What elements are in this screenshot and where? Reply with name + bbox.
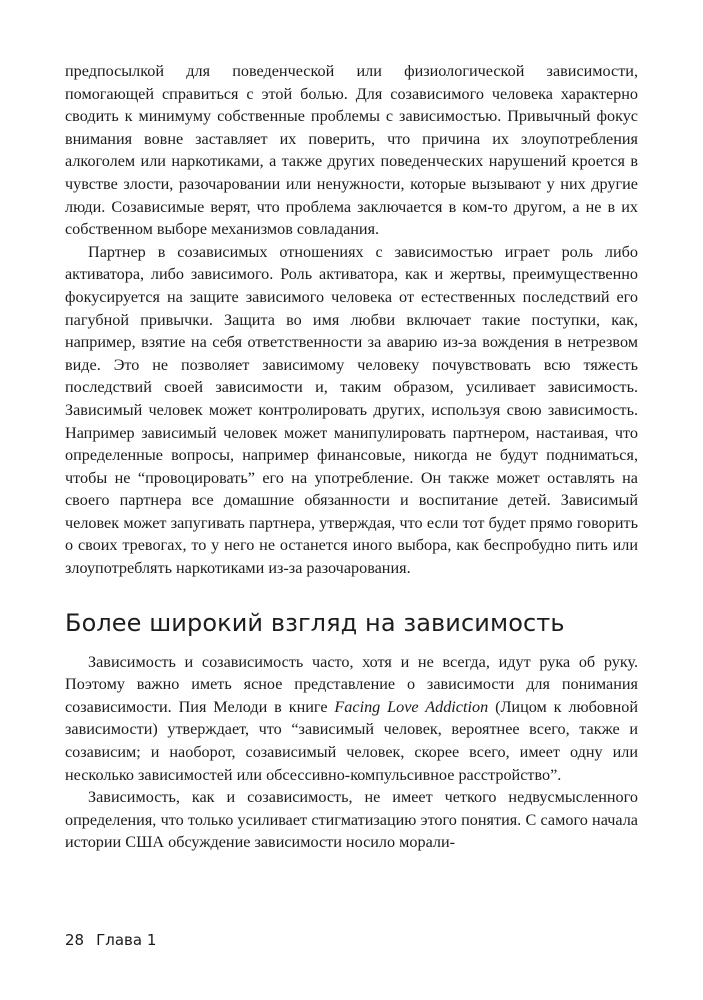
chapter-label: Глава 1: [96, 931, 157, 949]
paragraph-text-start: Зависимость и созависимость часто, хотя и не всегда, идут рука об руку. Поэтому важно иметь ясное представление о зависимости для понимания созависимости. Пия Мелоди в книге: [65, 652, 638, 716]
page-number: 28: [65, 931, 85, 949]
section-heading: Более широкий взгляд на зависимость: [65, 608, 565, 637]
page-body: [65, 60, 638, 854]
page-footer: [65, 930, 156, 950]
paragraph-text-end: (Лицом к любовной зависимости) утверждает, что “зависимый человек, вероятнее всего, также и созависим; и наоборот, созависимый человек, скорее всего, имеет одну или несколько зависимостей или обсессивно-компульсивное расстройство”.: [65, 697, 639, 784]
paragraph-partner-roles: Партнер в созависимых отношениях с зависимостью играет роль либо активатора, либо зависимого. Роль активатора, как и жертвы, преимущественно фокусируется на защите зависимого человека от естественных последствий его пагубной привычки. Защита во имя любви включает такие поступки, как, например, взятие на себя ответственности за аварию из-за вождения в нетрезвом виде. Это не позволяет зависимому человеку почувствовать всю тяжесть последствий своей зависимости и, таким образом, усиливает зависимость. Зависимый человек может контролировать других, используя свою зависимость. Например зависимый человек может манипулировать партнером, настаивая, что определенные вопросы, например финансовые, никогда не будут подниматься, чтобы не “провоцировать” его на употребление. Он также может оставлять на своего партнера все домашние обязанности и воспитание детей. Зависимый человек может запугивать партнера, утверждая, что если тот будет прямо говорить о своих тревогах, то у него не останется иного выбора, как беспробудно пить или злоупотреблять наркотиками из-за разочарования.: [65, 242, 638, 578]
book-title: Facing Love Addiction: [334, 697, 489, 716]
paragraph-addiction-codependency: [65, 651, 638, 787]
paragraph-continuation: предпосылкой для поведенческой или физиологической зависимости, помогающей справиться с этой болью. Для созависимого человека характерно сводить к минимуму собственные проблемы с зависимостью. Привычный фокус внимания вовне заставляет их поверить, что причина их злоупотребления алкоголем или наркотиками, а также других поведенческих нарушений кроется в чувстве злости, разочаровании или ненужности, которые вызывают у них другие люди. Созависимые верят, что проблема заключается в ком-то другом, а не в их собственном выборе механизмов совладания.: [65, 62, 638, 239]
paragraph-definition: Зависимость, как и созависимость, не имеет четкого недвусмысленного определения, что только усиливает стигматизацию этого понятия. С самого начала истории США обсуждение зависимости носило морали-: [65, 788, 638, 852]
